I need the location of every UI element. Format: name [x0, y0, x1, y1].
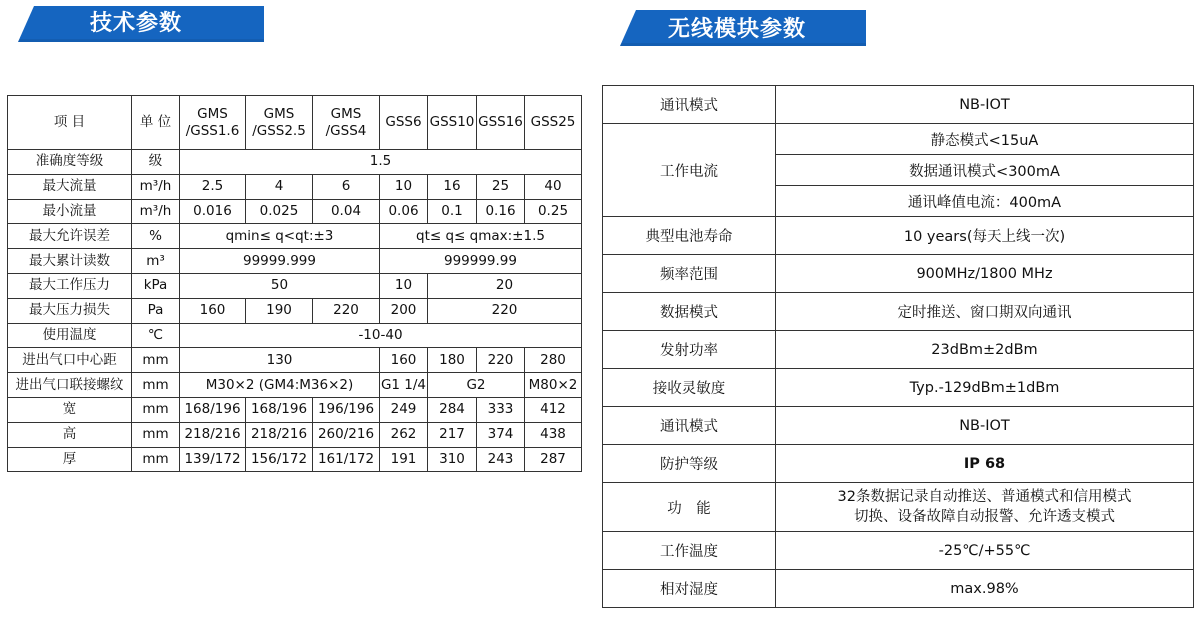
table-row — [603, 532, 1194, 570]
value-cell: 374 — [477, 422, 525, 447]
current-static-value: 静态模式<15uA — [776, 124, 1194, 155]
value-cell: 139/172 — [180, 447, 246, 472]
comm-mode-2-label: 通讯模式 — [603, 407, 776, 445]
table-row — [603, 483, 1194, 532]
function-value — [776, 483, 1194, 532]
row-label: 最大流量 — [8, 174, 132, 199]
power-value: 23dBm±2dBm — [776, 331, 1194, 369]
value-cell: 412 — [525, 397, 582, 422]
function-line-2: 切换、设备故障自动报警、允许透支模式 — [854, 509, 1115, 525]
table-row — [8, 150, 582, 175]
column-header: GMS /GSS4 — [313, 96, 380, 150]
value-cell: 196/196 — [313, 397, 380, 422]
value-cell: 99999.999 — [180, 249, 380, 274]
sensitivity-value: Typ.-129dBm±1dBm — [776, 369, 1194, 407]
value-cell: 168/196 — [246, 397, 313, 422]
section-title-technical: 技术参数 — [90, 11, 183, 36]
value-cell: 10 — [380, 174, 428, 199]
comm-mode-label: 通讯模式 — [603, 86, 776, 124]
data-mode-label: 数据模式 — [603, 293, 776, 331]
value-cell: 161/172 — [313, 447, 380, 472]
section-title-wireless: 无线模块参数 — [668, 17, 807, 42]
value-cell: 0.16 — [477, 199, 525, 224]
row-label: 最小流量 — [8, 199, 132, 224]
value-cell: 0.25 — [525, 199, 582, 224]
value-cell: G1 1/4 — [380, 373, 428, 398]
value-cell: 160 — [380, 348, 428, 373]
table-row — [8, 249, 582, 274]
power-label: 发射功率 — [603, 331, 776, 369]
table-header-row — [8, 96, 582, 150]
value-cell: 438 — [525, 422, 582, 447]
value-cell: 310 — [428, 447, 477, 472]
battery-label: 典型电池寿命 — [603, 217, 776, 255]
row-label: 最大压力损失 — [8, 298, 132, 323]
table-row — [8, 422, 582, 447]
humidity-value: max.98% — [776, 570, 1194, 608]
value-cell: 40 — [525, 174, 582, 199]
unit-cell: Pa — [132, 298, 180, 323]
wireless-module-table — [602, 85, 1194, 608]
column-header: GMS /GSS2.5 — [246, 96, 313, 150]
table-row — [603, 369, 1194, 407]
table-row — [603, 293, 1194, 331]
value-cell: 243 — [477, 447, 525, 472]
value-cell: 0.025 — [246, 199, 313, 224]
column-header: GSS10 — [428, 96, 477, 150]
comm-mode-value: NB-IOT — [776, 86, 1194, 124]
value-cell: 1.5 — [180, 150, 582, 175]
value-cell: M80×2 — [525, 373, 582, 398]
unit-cell: ℃ — [132, 323, 180, 348]
data-mode-value: 定时推送、窗口期双向通讯 — [776, 293, 1194, 331]
value-cell: M30×2 (GM4:M36×2) — [180, 373, 380, 398]
frequency-label: 频率范围 — [603, 255, 776, 293]
table-row — [603, 86, 1194, 124]
unit-cell: mm — [132, 422, 180, 447]
value-cell: 20 — [428, 273, 582, 298]
table-row — [8, 298, 582, 323]
value-cell: 0.016 — [180, 199, 246, 224]
row-label: 厚 — [8, 447, 132, 472]
table-row — [8, 224, 582, 249]
function-line-1: 32条数据记录自动推送、普通模式和信用模式 — [837, 489, 1132, 505]
table-row — [8, 348, 582, 373]
value-cell: 260/216 — [313, 422, 380, 447]
value-cell: 200 — [380, 298, 428, 323]
frequency-value: 900MHz/1800 MHz — [776, 255, 1194, 293]
row-label: 高 — [8, 422, 132, 447]
value-cell: 50 — [180, 273, 380, 298]
value-cell: 218/216 — [246, 422, 313, 447]
row-label: 使用温度 — [8, 323, 132, 348]
table-row — [603, 124, 1194, 155]
table-row — [8, 199, 582, 224]
value-cell: 220 — [313, 298, 380, 323]
row-label: 宽 — [8, 397, 132, 422]
unit-cell: mm — [132, 373, 180, 398]
value-cell: 284 — [428, 397, 477, 422]
row-label: 进出气口联接螺纹 — [8, 373, 132, 398]
table-row — [603, 445, 1194, 483]
table-row — [8, 373, 582, 398]
protection-value: IP 68 — [776, 445, 1194, 483]
work-temp-label: 工作温度 — [603, 532, 776, 570]
protection-label: 防护等级 — [603, 445, 776, 483]
value-cell: 0.04 — [313, 199, 380, 224]
column-header: 项 目 — [8, 96, 132, 150]
value-cell: 333 — [477, 397, 525, 422]
row-label: 进出气口中心距 — [8, 348, 132, 373]
row-label: 最大允许误差 — [8, 224, 132, 249]
unit-cell: kPa — [132, 273, 180, 298]
current-label: 工作电流 — [603, 124, 776, 217]
value-cell: 10 — [380, 273, 428, 298]
value-cell: 4 — [246, 174, 313, 199]
value-cell: 0.1 — [428, 199, 477, 224]
function-label: 功 能 — [603, 483, 776, 532]
value-cell: 2.5 — [180, 174, 246, 199]
unit-cell: m³/h — [132, 174, 180, 199]
technical-parameters-table — [7, 95, 582, 472]
current-data-value: 数据通讯模式<300mA — [776, 155, 1194, 186]
value-cell: 280 — [525, 348, 582, 373]
unit-cell: mm — [132, 397, 180, 422]
value-cell: 168/196 — [180, 397, 246, 422]
table-row — [8, 323, 582, 348]
humidity-label: 相对湿度 — [603, 570, 776, 608]
value-cell: 6 — [313, 174, 380, 199]
table-row — [603, 217, 1194, 255]
value-cell: qt≤ q≤ qmax:±1.5 — [380, 224, 582, 249]
value-cell: 160 — [180, 298, 246, 323]
column-header: 单 位 — [132, 96, 180, 150]
unit-cell: % — [132, 224, 180, 249]
battery-value: 10 years(每天上线一次) — [776, 217, 1194, 255]
value-cell: G2 — [428, 373, 525, 398]
row-label: 最大累计读数 — [8, 249, 132, 274]
current-peak-value: 通讯峰值电流：400mA — [776, 186, 1194, 217]
value-cell: 262 — [380, 422, 428, 447]
technical-table-body — [8, 96, 582, 472]
column-header: GSS6 — [380, 96, 428, 150]
column-header: GSS25 — [525, 96, 582, 150]
value-cell: -10-40 — [180, 323, 582, 348]
table-row — [603, 331, 1194, 369]
row-label: 最大工作压力 — [8, 273, 132, 298]
table-row — [8, 447, 582, 472]
value-cell: 287 — [525, 447, 582, 472]
value-cell: 16 — [428, 174, 477, 199]
value-cell: 249 — [380, 397, 428, 422]
unit-cell: m³/h — [132, 199, 180, 224]
value-cell: 25 — [477, 174, 525, 199]
table-row — [603, 255, 1194, 293]
unit-cell: 级 — [132, 150, 180, 175]
value-cell: 999999.99 — [380, 249, 582, 274]
value-cell: 191 — [380, 447, 428, 472]
table-row — [8, 273, 582, 298]
column-header: GSS16 — [477, 96, 525, 150]
unit-cell: mm — [132, 348, 180, 373]
row-label: 准确度等级 — [8, 150, 132, 175]
value-cell: 0.06 — [380, 199, 428, 224]
value-cell: 130 — [180, 348, 380, 373]
value-cell: 217 — [428, 422, 477, 447]
table-row — [8, 174, 582, 199]
value-cell: 220 — [428, 298, 582, 323]
value-cell: 218/216 — [180, 422, 246, 447]
value-cell: 190 — [246, 298, 313, 323]
work-temp-value: -25℃/+55℃ — [776, 532, 1194, 570]
value-cell: 156/172 — [246, 447, 313, 472]
sensitivity-label: 接收灵敏度 — [603, 369, 776, 407]
value-cell: qmin≤ q<qt:±3 — [180, 224, 380, 249]
table-row — [8, 397, 582, 422]
unit-cell: m³ — [132, 249, 180, 274]
value-cell: 180 — [428, 348, 477, 373]
table-row — [603, 407, 1194, 445]
comm-mode-2-value: NB-IOT — [776, 407, 1194, 445]
unit-cell: mm — [132, 447, 180, 472]
column-header: GMS /GSS1.6 — [180, 96, 246, 150]
value-cell: 220 — [477, 348, 525, 373]
table-row — [603, 570, 1194, 608]
